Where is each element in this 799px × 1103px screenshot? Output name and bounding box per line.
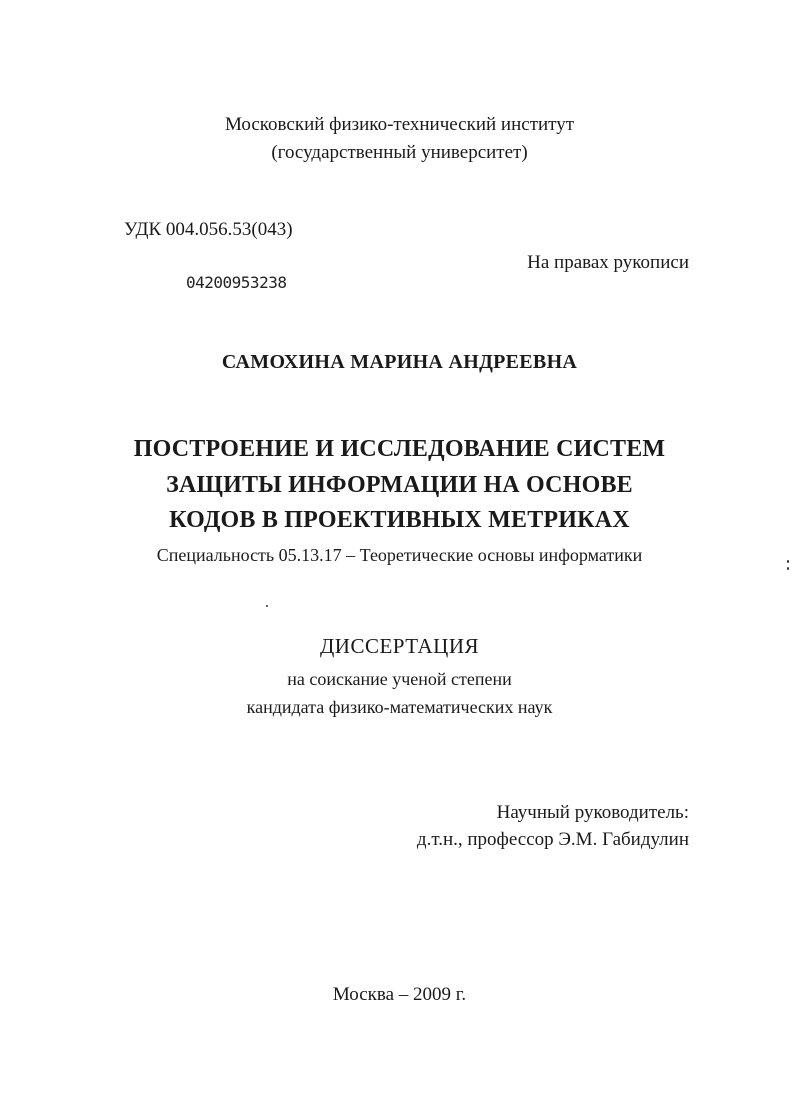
institute-name: Московский физико-технический институт [224, 114, 575, 135]
supervisor-label: Научный руководитель: [496, 802, 689, 823]
degree-line-2: кандидата физико-математических наук [246, 697, 553, 717]
scan-speck [787, 560, 789, 563]
city-year: Москва – 2009 г. [332, 984, 467, 1005]
inventory-stamp: 04200953238 [186, 273, 287, 292]
title-line-2: ЗАЩИТЫ ИНФОРМАЦИИ НА ОСНОВЕ [166, 472, 633, 498]
specialty: Специальность 05.13.17 – Теоретические основы информатики [156, 545, 643, 565]
udk-code: УДК 004.056.53(043) [124, 219, 293, 240]
degree-line-1: на соискание ученой степени [287, 669, 512, 689]
title-line-1: ПОСТРОЕНИЕ И ИССЛЕДОВАНИЕ СИСТЕМ [133, 436, 666, 462]
scan-speck [787, 567, 789, 570]
manuscript-note: На правах рукописи [527, 252, 689, 273]
institute-subtitle: (государственный университет) [271, 142, 528, 163]
document-type: ДИССЕРТАЦИЯ [319, 634, 480, 658]
author-name: САМОХИНА МАРИНА АНДРЕЕВНА [221, 351, 578, 373]
supervisor-name: д.т.н., профессор Э.М. Габидулин [416, 829, 689, 850]
title-line-3: КОДОВ В ПРОЕКТИВНЫХ МЕТРИКАХ [169, 507, 630, 533]
scan-speck [266, 605, 268, 607]
